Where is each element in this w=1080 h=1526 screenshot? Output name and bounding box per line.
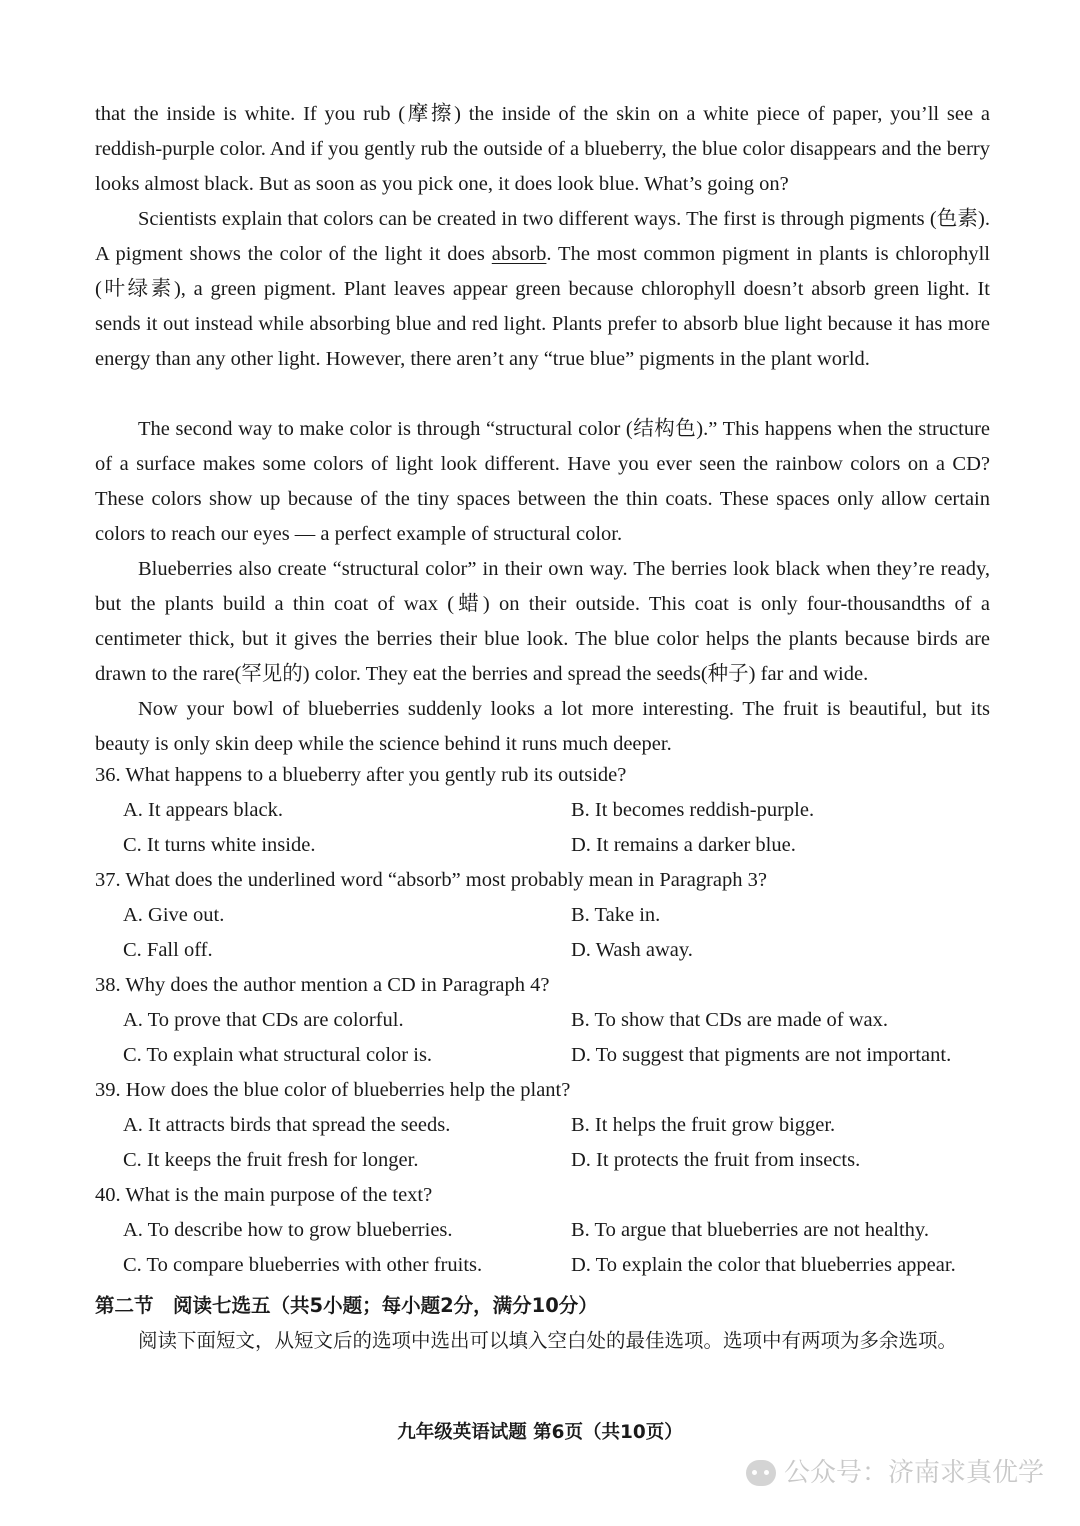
question-38-option-c[interactable]: C. To explain what structural color is. [123,1044,433,1066]
section-instruction: 阅读下面短文，从短文后的选项中选出可以填入空白处的最佳选项。选项中有两项为多余选项。 [138,1329,958,1352]
question-39-option-b[interactable]: B. It helps the fruit grow bigger. [571,1114,836,1136]
watermark [746,1455,1044,1491]
question-38-stem: 38. Why does the author mention a CD in Paragraph 4? [95,974,550,996]
question-39-option-c[interactable]: C. It keeps the fruit fresh for longer. [123,1149,419,1171]
question-39-stem: 39. How does the blue color of blueberries help the plant? [95,1079,571,1101]
question-40-option-c[interactable]: C. To compare blueberries with other fruits. [123,1254,483,1276]
question-36-stem: 36. What happens to a blueberry after you gently rub its outside? [95,764,627,786]
question-40-option-a[interactable]: A. To describe how to grow blueberries. [123,1219,453,1241]
question-37-stem: 37. What does the underlined word “absorb” most probably mean in Paragraph 3? [95,869,767,891]
question-40-option-d[interactable]: D. To explain the color that blueberries appear. [571,1254,956,1276]
question-36-option-b[interactable]: B. It becomes reddish-purple. [571,799,815,821]
question-36-option-c[interactable]: C. It turns white inside. [123,834,316,856]
question-38-option-b[interactable]: B. To show that CDs are made of wax. [571,1009,889,1031]
question-37-option-a[interactable]: A. Give out. [123,904,225,926]
question-39-option-d[interactable]: D. It protects the fruit from insects. [571,1149,861,1171]
page-footer: 九年级英语试题 第6页（共10页） [397,1422,683,1443]
question-36-option-a[interactable]: A. It appears black. [123,799,283,821]
underlined-word-absorb: absorb [491,243,547,265]
paragraph-5: Blueberries also create “structural color” in their own way. The berries look black when they’re ready, but the plants build a thin coat of wax (蜡) on their outside. This coat is only four-thousandths of a centimeter thick, but it gives the berries their blue look. The blue color helps the plants because birds are drawn to the rare(罕见的) color. They eat the berries and spread the seeds(种子) far and wide. [95,558,990,685]
question-37-option-c[interactable]: C. Fall off. [123,939,213,961]
question-37-option-b[interactable]: B. Take in. [571,904,661,926]
watermark-text: 公众号：济南求真优学 [783,1458,1044,1488]
question-39-option-a[interactable]: A. It attracts birds that spread the seeds. [123,1114,451,1136]
paragraph-3-part1: Scientists explain that colors can be created in two different ways. The first is through pigments (色素). A pigment shows the color of the light it does [95,208,990,265]
paragraph-continued: that the inside is white. If you rub (摩擦) the inside of the skin on a white piece of paper, you’ll see a reddish-purple color. And if you gently rub the outside of a blueberry, the blue color disappears and the berry looks almost black. But as soon as you pick one, it does look blue. What’s going on? [95,103,990,195]
question-36-option-d[interactable]: D. It remains a darker blue. [571,834,796,856]
paragraph-3 [95,202,990,377]
section-heading: 第二节 阅读七选五（共5小题；每小题2分，满分10分） [95,1294,598,1317]
paragraph-3-part2: . The most common pigment in plants is chlorophyll (叶绿素), a green pigment. Plant leaves appear green because chlorophyll doesn’t absorb green light. It sends it out instead while absorbing blue and red light. Plants prefer to absorb blue light because it has more energy than any other light. However, there aren’t any “true blue” pigments in the plant world. [95,243,990,370]
paragraph-6: Now your bowl of blueberries suddenly looks a lot more interesting. The fruit is beautiful, but its beauty is only skin deep while the science behind it runs much deeper. [95,698,990,755]
paragraph-4: The second way to make color is through “structural color (结构色).” This happens when the structure of a surface makes some colors of light look different. Have you ever seen the rainbow colors on a CD? These colors show up because of the tiny spaces between the thin coats. These spaces only allow certain colors to reach our eyes — a perfect example of structural color. [95,418,990,545]
wechat-icon [746,1460,776,1486]
question-40-option-b[interactable]: B. To argue that blueberries are not healthy. [571,1219,929,1241]
question-37-option-d[interactable]: D. Wash away. [571,939,693,961]
question-38-option-a[interactable]: A. To prove that CDs are colorful. [123,1009,404,1031]
question-38-option-d[interactable]: D. To suggest that pigments are not important. [571,1044,952,1066]
question-40-stem: 40. What is the main purpose of the text? [95,1184,433,1206]
